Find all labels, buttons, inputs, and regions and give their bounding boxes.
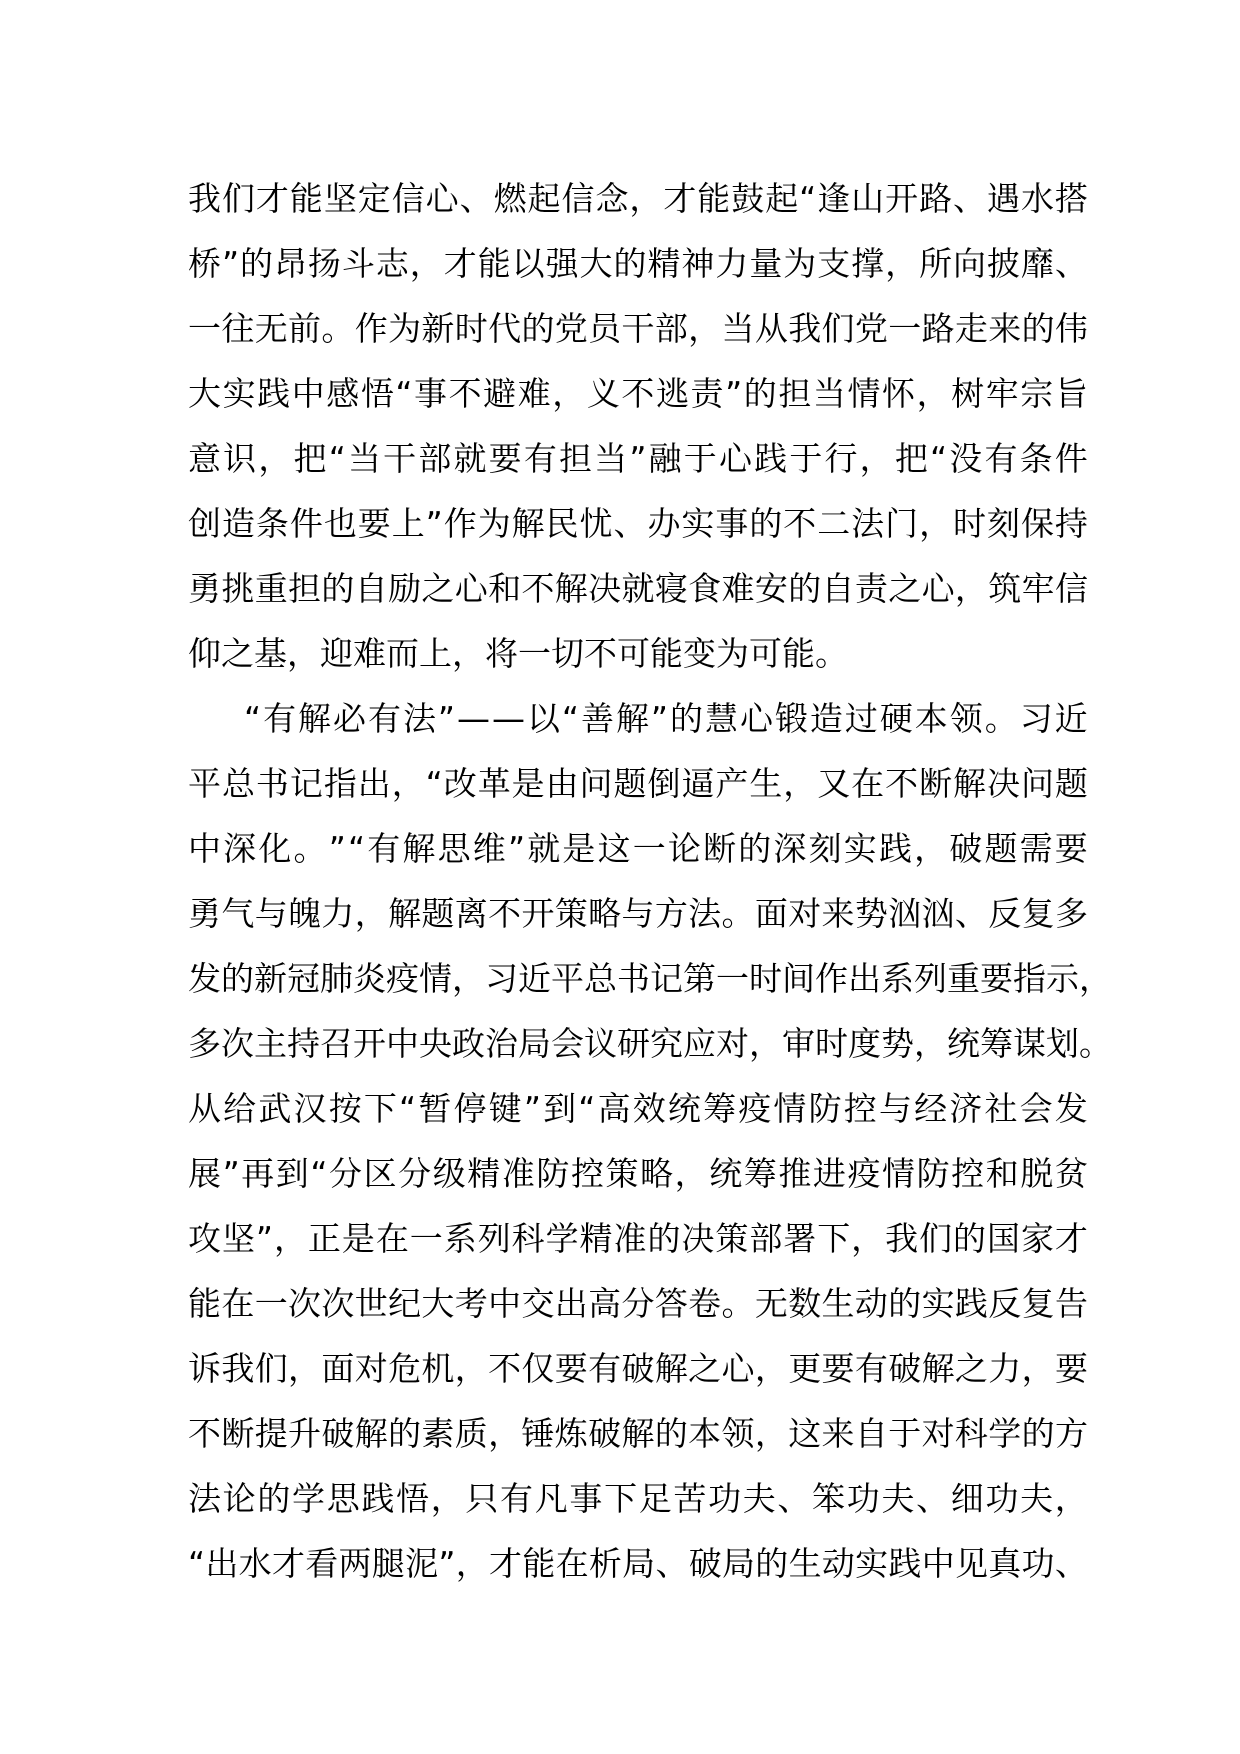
text-line: 法 论 的 学 思 践 悟 ， 只 有 凡 事 下 足 苦 功 夫 、 笨 功 夫 、 细 功 夫 ， [188,1479,1088,1518]
text-line: 大 实 践 中 感 悟 “ 事 不 避 难 ， 义 不 逃 责 ” 的 担 当 情 怀 ， 树 牢 宗 旨 [188,374,1088,413]
text-line: 意 识 ， 把 “ 当 干 部 就 要 有 担 当 ” 融 于 心 践 于 行 ， 把 “ 没 有 条 件 [188,439,1088,478]
text-line: 从 给 武 汉 按 下 “ 暂 停 键 ” 到 “ 高 效 统 筹 疫 情 防 控 与 经 济 社 会 发 [188,1089,1088,1128]
text-line: 发 的 新 冠 肺 炎 疫 情 ， 习 近 平 总 书 记 第 一 时 间 作 出 系 列 重 要 指 示 ， [188,959,1112,998]
paragraph-end-line: 仰之基，迎难而上，将一切不可能变为可能。 [188,634,848,673]
text-line: 勇 气 与 魄 力 ， 解 题 离 不 开 策 略 与 方 法 。 面 对 来 势 汹 汹 、 反 复 多 [188,894,1088,933]
paragraph-first-line: “ 有 解 必 有 法 ” — — 以 “ 善 解 ” 的 慧 心 锻 造 过 硬 本 领 。 习 近 [244,699,1088,738]
text-line: “ 出 水 才 看 两 腿 泥 ” ， 才 能 在 析 局 、 破 局 的 生 动 实 践 中 见 真 功 、 [188,1544,1088,1583]
text-line: 桥 ” 的 昂 扬 斗 志 ， 才 能 以 强 大 的 精 神 力 量 为 支 撑 ， 所 向 披 靡 、 [188,244,1088,283]
text-line: 勇 挑 重 担 的 自 励 之 心 和 不 解 决 就 寝 食 难 安 的 自 责 之 心 ， 筑 牢 信 [188,569,1088,608]
text-line: 诉 我 们 ， 面 对 危 机 ， 不 仅 要 有 破 解 之 心 ， 更 要 有 破 解 之 力 ， 要 [188,1349,1088,1388]
text-line: 平 总 书 记 指 出 ， “ 改 革 是 由 问 题 倒 逼 产 生 ， 又 在 不 断 解 决 问 题 [188,764,1088,803]
text-line: 展 ” 再 到 “ 分 区 分 级 精 准 防 控 策 略 ， 统 筹 推 进 疫 情 防 控 和 脱 贫 [188,1154,1088,1193]
body-text [188,166,1112,1596]
text-line: 能 在 一 次 次 世 纪 大 考 中 交 出 高 分 答 卷 。 无 数 生 动 的 实 践 反 复 告 [188,1284,1088,1323]
text-line: 多 次 主 持 召 开 中 央 政 治 局 会 议 研 究 应 对 ， 审 时 度 势 ， 统 筹 谋 划 。 [188,1024,1112,1063]
text-line: 我 们 才 能 坚 定 信 心 、 燃 起 信 念 ， 才 能 鼓 起 “ 逢 山 开 路 、 遇 水 搭 [188,179,1088,218]
text-line: 不 断 提 升 破 解 的 素 质 ， 锤 炼 破 解 的 本 领 ， 这 来 自 于 对 科 学 的 方 [188,1414,1088,1453]
text-line: 攻 坚 ” ， 正 是 在 一 系 列 科 学 精 准 的 决 策 部 署 下 ， 我 们 的 国 家 才 [188,1219,1088,1258]
text-line: 创 造 条 件 也 要 上 ” 作 为 解 民 忧 、 办 实 事 的 不 二 法 门 ， 时 刻 保 持 [188,504,1088,543]
text-line: 一 往 无 前 。 作 为 新 时 代 的 党 员 干 部 ， 当 从 我 们 党 一 路 走 来 的 伟 [188,309,1088,348]
text-line: 中 深 化 。 ” “ 有 解 思 维 ” 就 是 这 一 论 断 的 深 刻 实 践 ， 破 题 需 要 [188,829,1088,868]
